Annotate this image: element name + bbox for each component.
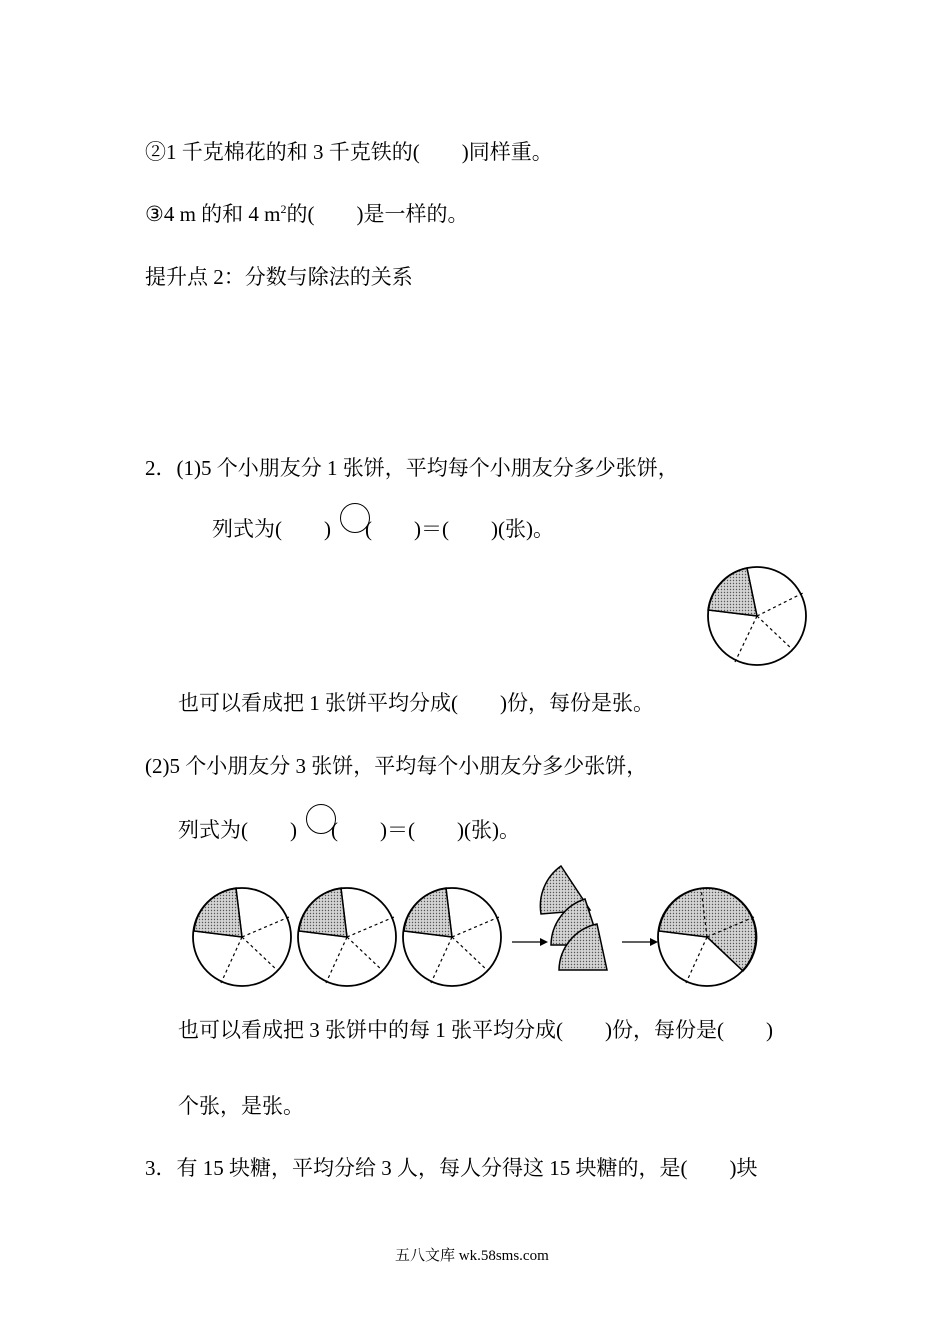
- radius-line: [446, 888, 452, 937]
- radius-line: [747, 568, 757, 616]
- radius-line: [708, 610, 757, 616]
- item-2-line: ②1 千克棉花的和 3 千克铁的( )同样重。: [145, 140, 553, 164]
- shaded-slice: [708, 568, 757, 616]
- item-3-line: [145, 201, 469, 227]
- radius-line: [299, 931, 347, 937]
- pie-3: [403, 888, 501, 986]
- question-2-1-formula: [212, 516, 554, 542]
- radius-line: [347, 917, 394, 937]
- shaded-slice: [194, 888, 242, 937]
- question-2-1: 2．(1)5 个小朋友分 1 张饼，平均每个小朋友分多少张饼，: [145, 456, 679, 480]
- item-3-text-a: ③4 m 的和 4 m: [145, 202, 281, 226]
- pie-1: [193, 888, 291, 986]
- radius-line: [707, 917, 754, 937]
- radius-line: [431, 937, 452, 983]
- radius-line: [242, 937, 278, 971]
- slice-piece: [551, 899, 600, 945]
- item-3-superscript: 2: [280, 202, 287, 216]
- radius-line: [236, 888, 242, 937]
- radius-line: [757, 593, 803, 616]
- pie-2: [298, 888, 396, 986]
- formula-part-a: 列式为( ): [178, 818, 297, 842]
- shaded-slice: [299, 888, 347, 937]
- pie-outline: [658, 888, 756, 986]
- radius-line: [452, 937, 488, 971]
- radius-line: [341, 888, 347, 937]
- pie-outline: [298, 888, 396, 986]
- question-2-2: (2)5 个小朋友分 3 张饼，平均每个小朋友分多少张饼，: [145, 754, 648, 778]
- question-2-2-formula: [178, 817, 520, 843]
- pie-outline: [403, 888, 501, 986]
- radius-line: [221, 937, 242, 983]
- shaded-region: [659, 888, 757, 971]
- item-3-text-b: 的( )是一样的。: [286, 202, 469, 226]
- footer-watermark: 五八文库 wk.58sms.com: [395, 1248, 549, 1264]
- slice-piece: [540, 866, 590, 914]
- radius-line: [757, 616, 793, 650]
- shaded-slice: [404, 888, 452, 937]
- radius-line: [707, 937, 743, 971]
- formula-part-a: 列式为( ): [212, 517, 331, 541]
- radius-line: [452, 917, 499, 937]
- arrow-right-icon: [512, 938, 548, 946]
- radius-line: [242, 917, 289, 937]
- formula-part-b: ( )＝( )(张)。: [365, 517, 554, 541]
- stacked-slices: [540, 866, 607, 970]
- slice-piece: [559, 924, 607, 970]
- radius-line: [686, 937, 707, 983]
- pie-outline: [193, 888, 291, 986]
- question-2-1-also: 也可以看成把 1 张饼平均分成( )份，每份是张。: [178, 691, 654, 715]
- radius-line: [735, 616, 757, 662]
- radius-line: [701, 888, 707, 937]
- radius-line: [347, 937, 383, 971]
- operator-circle-2: [306, 804, 336, 834]
- result-pie: [658, 888, 757, 986]
- radius-line: [326, 937, 347, 983]
- pie-outline: [708, 567, 806, 665]
- radius-line: [194, 931, 242, 937]
- question-2-2-continued: 个张，是张。: [178, 1094, 304, 1118]
- question-2-2-also: 也可以看成把 3 张饼中的每 1 张平均分成( )份，每份是( ): [178, 1018, 773, 1042]
- radius-line: [404, 931, 452, 937]
- arrow-right-icon: [622, 938, 658, 946]
- section-heading: 提升点 2：分数与除法的关系: [145, 265, 413, 289]
- radius-line: [659, 931, 707, 937]
- single-pie: [708, 567, 806, 665]
- question-3: 3．有 15 块糖，平均分给 3 人，每人分得这 15 块糖的，是( )块: [145, 1156, 758, 1180]
- formula-part-b: ( )＝( )(张)。: [331, 818, 520, 842]
- operator-circle-1: [340, 503, 370, 533]
